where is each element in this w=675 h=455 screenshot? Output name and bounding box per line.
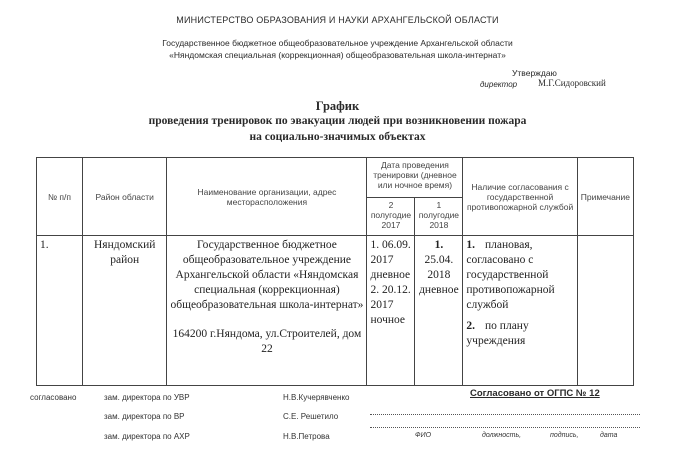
header-half-2018: 1 полугодие 2018 — [415, 198, 463, 236]
caption-position: должность, — [482, 432, 522, 439]
uvr-name: Н.В.Кучерявченко — [283, 393, 350, 402]
director-name: М.Г.Сидоровский — [538, 78, 606, 88]
header-note: Примечание — [577, 158, 633, 236]
uvr-label: зам. директора по УВР — [104, 393, 190, 402]
date-2017-second: 2. 20.12. 2017 ночное — [370, 283, 411, 326]
header-num: № п/п — [37, 158, 83, 236]
agreed-label: согласовано — [30, 393, 77, 402]
agreement-2-num: 2. — [466, 319, 476, 332]
document-title: График — [315, 99, 360, 113]
date-2018-value: 25.04. 2018 дневное — [419, 253, 459, 296]
caption-fio: ФИО — [415, 432, 432, 439]
header-date: Дата проведения тренировки (дневное или ночное время) — [367, 158, 463, 198]
institution-line-2: «Няндомская специальная (коррекционная) общеобразовательная школа-интернат» — [169, 50, 506, 60]
caption-signature: подпись, — [550, 432, 579, 439]
signature-line-1 — [370, 414, 640, 415]
date-2017-first: 1. 06.09. 2017 дневное — [370, 239, 411, 281]
director-label: директор — [480, 80, 518, 89]
agreement-1-num: 1. — [466, 239, 476, 251]
agreement-2-text: по плану учреждения — [466, 319, 529, 347]
header-agreement: Наличие согласования с государственной противопожарной службой — [463, 158, 577, 236]
row-date-2017 — [367, 236, 415, 386]
row-num: 1. — [37, 236, 83, 386]
document-subtitle-2: на социально-значимых объектах — [249, 131, 426, 143]
row-organization — [167, 236, 367, 386]
approved-label: Утверждаю — [512, 68, 557, 78]
ahr-label: зам. директора по АХР — [104, 432, 190, 441]
row-agreement — [463, 236, 577, 386]
table-row — [37, 236, 634, 386]
ministry-heading: МИНИСТЕРСТВО ОБРАЗОВАНИЯ И НАУКИ АРХАНГЕЛЬСКОЙ ОБЛАСТИ — [176, 15, 499, 25]
vr-label: зам. директора по ВР — [104, 412, 185, 421]
agreement-1-text: плановая, согласовано с государственной противопожарной службой — [466, 239, 555, 311]
row-note — [577, 236, 633, 386]
institution-line-1: Государственное бюджетное общеобразовательное учреждение Архангельской области — [162, 38, 513, 48]
header-district: Район области — [82, 158, 166, 236]
header-organization: Наименование организации, адрес месторасположения — [167, 158, 367, 236]
organization-name: Государственное бюджетное общеобразовательное учреждение Архангельской области «Няндомская специальная (коррекционная) общеобразовательная школа-интернат» — [170, 239, 364, 311]
date-2018-num: 1. — [434, 239, 444, 251]
row-date-2018 — [415, 236, 463, 386]
ahr-name: Н.В.Петрова — [283, 432, 330, 441]
document-subtitle-1: проведения тренировок по эвакуации людей при возникновении пожара — [148, 115, 527, 127]
organization-address: 164200 г.Няндома, ул.Строителей, дом 22 — [172, 327, 362, 355]
ogps-agreement: Согласовано от ОГПС № 12 — [470, 388, 600, 399]
table-header-row — [37, 158, 634, 198]
vr-name: С.Е. Решетило — [283, 412, 339, 421]
header-half-2017: 2 полугодие 2017 — [367, 198, 415, 236]
signature-line-2 — [370, 427, 640, 428]
evacuation-schedule-table — [36, 157, 634, 386]
row-district: Няндомский район — [82, 236, 166, 386]
caption-date: дата — [600, 432, 618, 439]
